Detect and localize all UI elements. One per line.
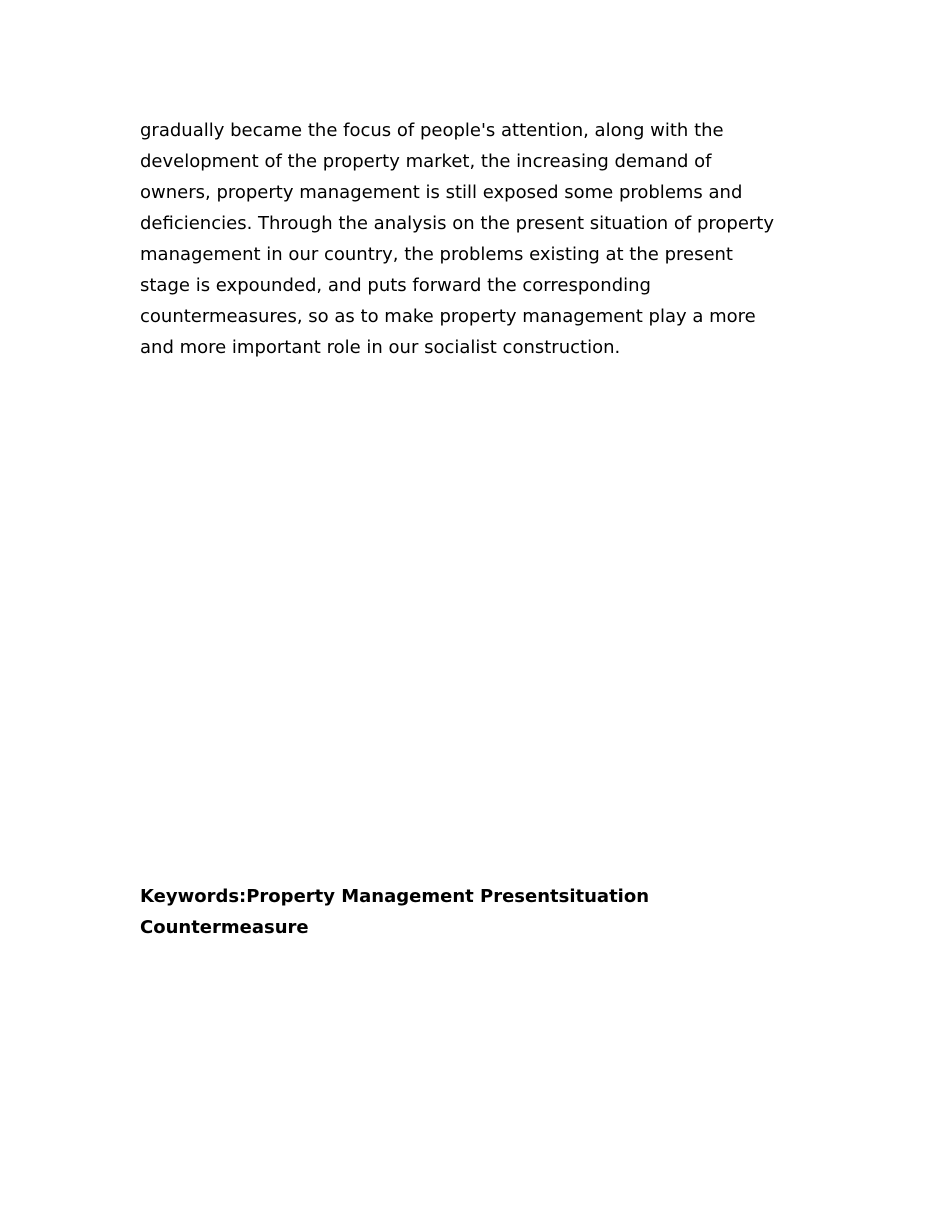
abstract-line: countermeasures, so as to make property management play a more (140, 306, 756, 327)
abstract-line: gradually became the focus of people's attention, along with the (140, 120, 724, 141)
keywords-line: Countermeasure (140, 917, 309, 938)
abstract-line: management in our country, the problems existing at the present (140, 244, 733, 265)
keywords-line: Keywords:Property Management Presentsituation (140, 886, 650, 907)
abstract-line: and more important role in our socialist construction. (140, 337, 621, 358)
abstract-line: owners, property management is still exposed some problems and (140, 182, 743, 203)
abstract-paragraph (140, 115, 820, 363)
abstract-line: stage is expounded, and puts forward the corresponding (140, 275, 651, 296)
abstract-line: deficiencies. Through the analysis on the present situation of property (140, 213, 775, 234)
keywords-paragraph (140, 881, 820, 943)
abstract-line: development of the property market, the increasing demand of (140, 151, 712, 172)
